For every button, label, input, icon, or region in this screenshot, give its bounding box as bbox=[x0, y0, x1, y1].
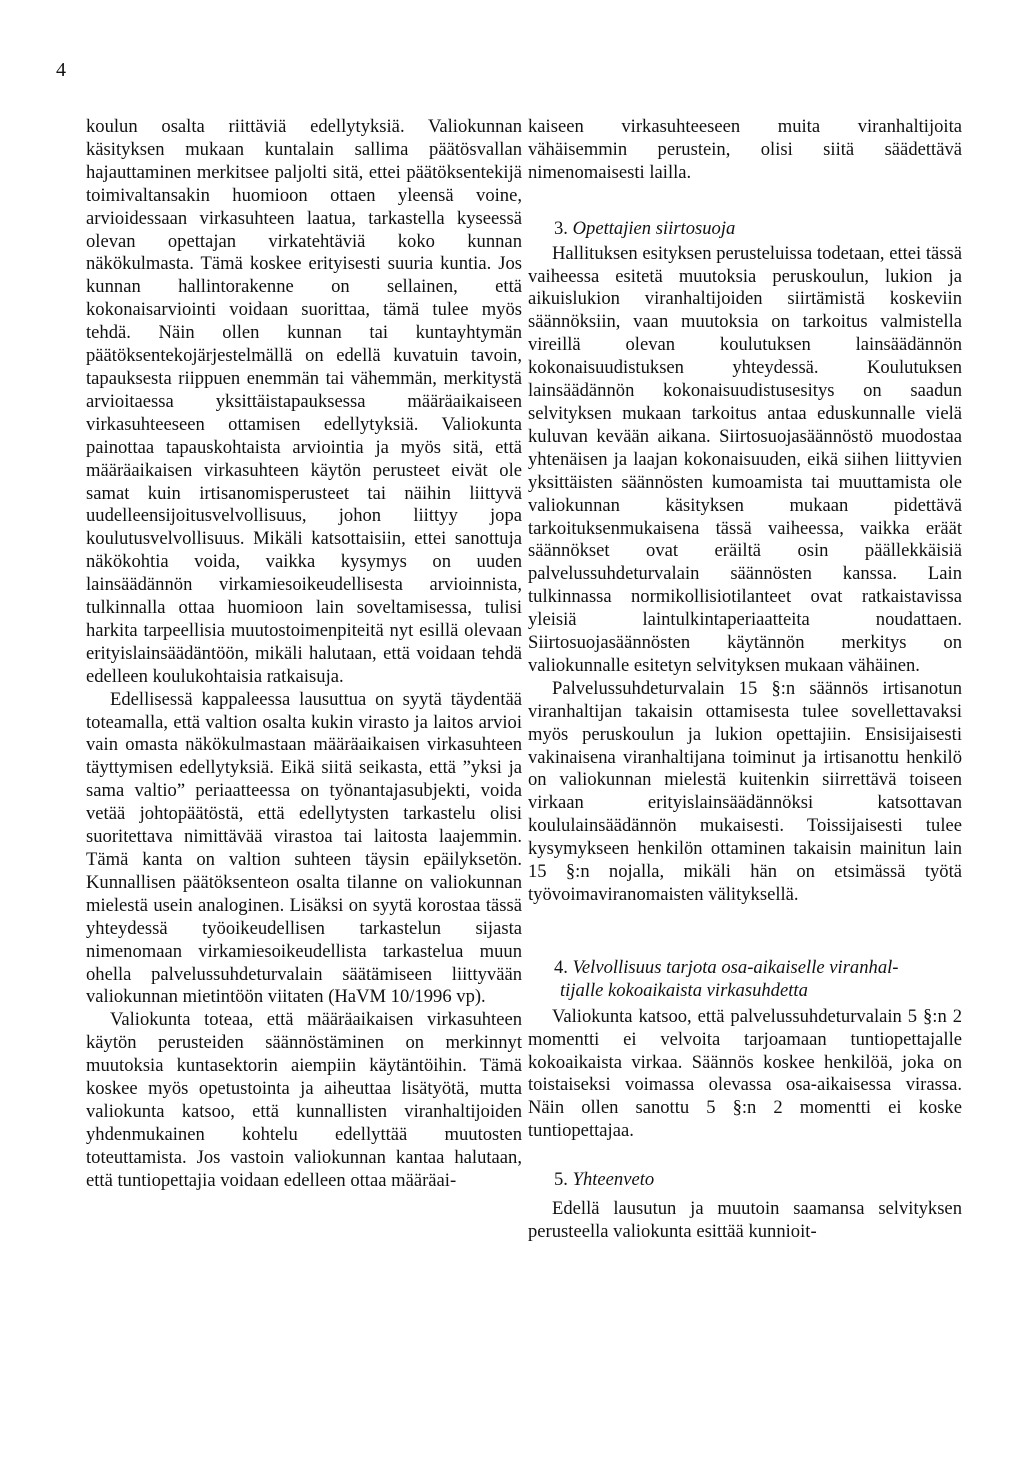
paragraph: Edellisessä kappaleessa lausuttua on syytä täydentää toteamalla, että valtion osalta kukin virasto ja laitos arvioi vain omasta näkökulmastaan määräaikaisen virkasuhteen täyttymisen edellytyksiä. Eikä siitä seikasta, että ”yksi ja sama valtio” periaatteessa on työnantajasubjekti, voida vetää johtopäätöstä, että edellytysten tarkastelu olisi suoritettava nimittävää virastoa tai laitosta laajemmin. Tämä kanta on valtion suhteen täysin epäilyksetön. Kunnallisen päätöksenteon osalta tilanne on valiokunnan mielestä usein analoginen. Lisäksi on syytä korostaa tässä yhteydessä työoikeudellisen tarkastelun sijasta nimenomaan virkamiesoikeudellista tarkastelua muun ohella palvelussuhdeturvalain säätämiseen liittyvään valiokunnan mietintöön viitaten (HaVM 10/1996 vp). bbox=[86, 688, 522, 1008]
section-title: Opettajien siirtosuoja bbox=[572, 217, 736, 239]
paragraph: koulun osalta riittäviä edellytyksiä. Valiokunnan käsityksen mukaan kuntalain sallima päätösvallan hajauttaminen merkitsee paljolti sitä, ettei päätöksentekijä toimivaltansakin huomioon ottaen yleensä voine, arvioidessaan virkasuhteen laatua, tarkastella kyseessä olevan opettajan virkatehtäviä koko kunnan näkökulmasta. Tämä koskee erityisesti suuria kuntia. Jos kunnan hallintorakenne on sellainen, että kokonaisarviointi voidaan suorittaa, tämä tulee myös tehdä. Näin ollen kunnan tai kuntayhtymän päätöksentekojärjestelmällä on edellä kuvatuin tavoin, tapauksesta riippuen enemmän tai vähemmän, merkitystä arvioitaessa yksittäistapauksessa määräaikaiseen virkasuhteeseen ottamisen edellytyksiä. Valiokunta painottaa tapauskohtaista arviointia ja myös sitä, että määräaikaisen virkasuhteen käytön perusteet eivät ole samat kuin irtisanomisperusteet tai näihin liittyvä uudelleensijoitusvelvollisuus, johon liittyy jopa koulutusvelvollisuus. Mikäli katsottaisiin, ettei sanottuja näkökohtia voida, vaikka kysymys on uuden lainsäädännön virkamiesoikeudellisesta arvioinnista, tulkinnalla ottaa huomioon lain soveltamisessa, tulisi harkita tarpeellisia muutostoimenpiteitä nyt esillä olevaan erityislainsäädäntöön, mikäli halutaan, että voidaan tehdä edelleen koulukohtaisia ratkaisuja. bbox=[86, 116, 522, 687]
paragraph: Palvelussuhdeturvalain 15 §:n säännös irtisanotun viranhaltijan takaisin ottamisesta tulee sovellettavaksi myös peruskoulun ja lukion opettajiin. Ensisijaisesti vakinaisena viranhaltijana toiminut ja irtisanottu henkilö on valiokunnan mielestä kuitenkin siirrettävä toiseen virkaan erityislainsäädännöksi katsottavan koululainsäädännön mukaisesti. Toissijaisesti tulee kysymykseen henkilön ottaminen takaisin mainitun lain 15 §:n nojalla, mikäli hän on etsimässä työtä työvoimaviranomaisten välityksellä. bbox=[528, 677, 962, 905]
paragraph: Valiokunta katsoo, että palvelussuhdeturvalain 5 §:n 2 momentti ei velvoita tarjoamaan tuntiopettajalle kokoaikaista virkaa. Säännös koskee henkilöä, joka on toistaiseksi voimassa olevassa osa-aikaisessa virassa. Näin ollen sanottu 5 §:n 2 momentti ei koske tuntiopettajaa. bbox=[528, 1005, 962, 1142]
section-number: 4. bbox=[554, 956, 568, 978]
section-heading-3 bbox=[528, 218, 962, 241]
section-title: Velvollisuus tarjota osa-aikaiselle viranhal- bbox=[572, 956, 899, 978]
section-heading-4 bbox=[528, 957, 962, 1003]
paragraph: Edellä lausutun ja muutoin saamansa selvityksen perusteella valiokunta esittää kunnioit- bbox=[528, 1198, 962, 1242]
paragraph: Valiokunta toteaa, että määräaikaisen virkasuhteen käytön perusteiden säännöstäminen on merkinnyt muutoksia kuntasektorin aiempiin käytäntöihin. Tämä koskee myös opetustointa ja aiheuttaa lisätyötä, mutta valiokunta katsoo, että kunnallisten viranhaltijoiden yhdenmukainen kohtelu edellyttää muutosten toteuttamista. Jos vastoin valiokunnan kantaa halutaan, että tuntiopettajia voidaan edelleen ottaa määräai- bbox=[86, 1009, 522, 1191]
left-column bbox=[86, 116, 522, 1193]
paragraph: Hallituksen esityksen perusteluissa todetaan, ettei tässä vaiheessa esitetä muutoksia peruskoulun, lukion ja aikuislukion viranhaltijoiden siirtämistä koskeviin säännöksiin, vaan muutoksia on tarkoitus valmistella vireillä olevan koulutuksen lainsäädännön kokonaisuudistuksen yhteydessä. Koulutuksen lainsäädännön kokonaisuudistusesitys on saadun selvityksen mukaan tarkoitus antaa eduskunnalle vielä kuluvan kevään aikana. Siirtosuojasäännöstö muodostaa yhtenäisen ja laajan kokonaisuuden, eikä siihen liittyvien yksittäisten säännösten kumoamista tai muuttamista ole valiokunnan käsityksen mukaan pidettävä tarkoituksenmukaisena tässä vaiheessa, vaikka eräät säännökset ovat eräiltä osin päällekkäisiä palvelussuhdeturvalain säännösten kanssa. Lain tulkinnassa normikollisiotilanteet ovat ratkaistavissa yleisiä laintulkintaperiaatteita noudattaen. Siirtosuojasäännösten käytännön merkitys on valiokunnalle esitetyn selvityksen mukaan vähäinen. bbox=[528, 242, 962, 676]
right-column bbox=[528, 116, 962, 1244]
page-number: 4 bbox=[56, 59, 66, 81]
section-number: 3. bbox=[554, 217, 568, 239]
section-number: 5. bbox=[554, 1169, 568, 1191]
section-heading-5 bbox=[528, 1169, 962, 1192]
section-title: Yhteenveto bbox=[572, 1169, 655, 1191]
paragraph: kaiseen virkasuhteeseen muita viranhaltijoita vähäisemmin perustein, olisi siitä säädettävä nimenomaisesti lailla. bbox=[528, 116, 962, 183]
section-title-continued: tijalle kokoaikaista virkasuhdetta bbox=[560, 979, 808, 1001]
